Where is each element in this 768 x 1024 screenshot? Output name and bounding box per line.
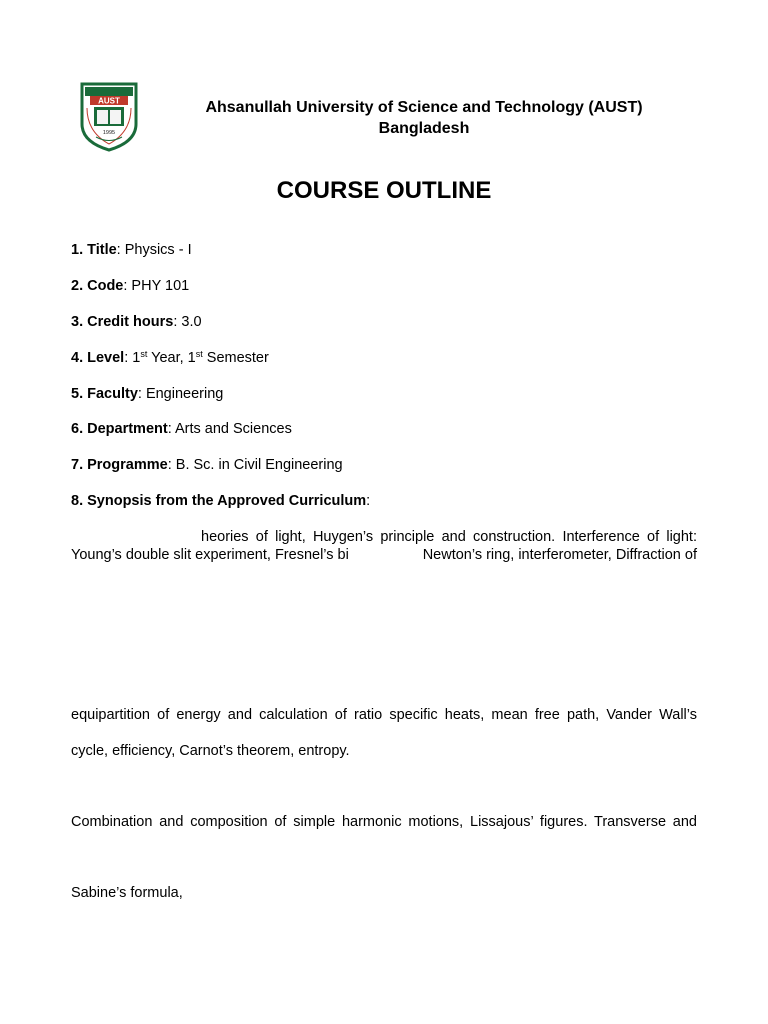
field-title-value: : Physics - I: [116, 242, 192, 258]
field-department: [71, 420, 292, 438]
aust-logo: [78, 80, 140, 152]
field-level-sup-b: st: [195, 349, 203, 359]
field-department-value: : Arts and Sciences: [167, 421, 292, 437]
field-level-value-c: Semester: [202, 350, 269, 366]
aust-crest-icon: [78, 80, 140, 152]
field-title-label: 1. Title: [71, 242, 117, 258]
synopsis-line-2a: Young’s double slit experiment, Fresnel’s bi: [71, 547, 349, 563]
field-level: [71, 349, 269, 367]
field-level-value-b: Year, 1: [147, 350, 196, 366]
page-title: COURSE OUTLINE: [276, 177, 492, 204]
logo-text: AUST: [98, 96, 120, 106]
synopsis-line-3: equipartition of energy and calculation of ratio specific heats, mean free path, Vander Wall’s: [71, 707, 697, 723]
field-faculty-value: : Engineering: [137, 386, 224, 402]
field-synopsis-label: 8. Synopsis from the Approved Curriculum: [71, 493, 367, 509]
logo-year: 1995: [102, 130, 116, 136]
field-programme: [71, 456, 343, 474]
field-level-sup-a: st: [140, 349, 148, 359]
field-title: [71, 241, 192, 259]
field-code-value: : PHY 101: [123, 278, 190, 294]
field-credit-hours: [71, 313, 202, 331]
synopsis-line-2b: Newton’s ring, interferometer, Diffraction of: [422, 547, 697, 563]
synopsis-line-5: Combination and composition of simple harmonic motions, Lissajous’ figures. Transverse and: [71, 814, 697, 830]
field-synopsis: [71, 492, 370, 510]
field-code-label: 2. Code: [71, 278, 124, 294]
synopsis-line-4: cycle, efficiency, Carnot’s theorem, entropy.: [71, 743, 350, 759]
field-faculty-label: 5. Faculty: [71, 386, 138, 402]
synopsis-line-6: Sabine’s formula,: [71, 885, 183, 901]
field-credit-value: : 3.0: [173, 314, 202, 330]
university-name: Ahsanullah University of Science and Technology (AUST): [205, 99, 643, 116]
field-level-label: 4. Level: [71, 350, 125, 366]
field-department-label: 6. Department: [71, 421, 168, 437]
university-country: Bangladesh: [378, 120, 470, 137]
field-programme-label: 7. Programme: [71, 457, 168, 473]
field-programme-value: : B. Sc. in Civil Engineering: [167, 457, 343, 473]
synopsis-line-1: heories of light, Huygen’s principle and construction. Interference of light:: [201, 529, 697, 545]
field-level-value-a: : 1: [124, 350, 141, 366]
university-header: [150, 97, 698, 139]
field-credit-label: 3. Credit hours: [71, 314, 174, 330]
field-code: [71, 277, 189, 295]
field-synopsis-value: :: [366, 493, 371, 509]
field-faculty: [71, 385, 223, 403]
